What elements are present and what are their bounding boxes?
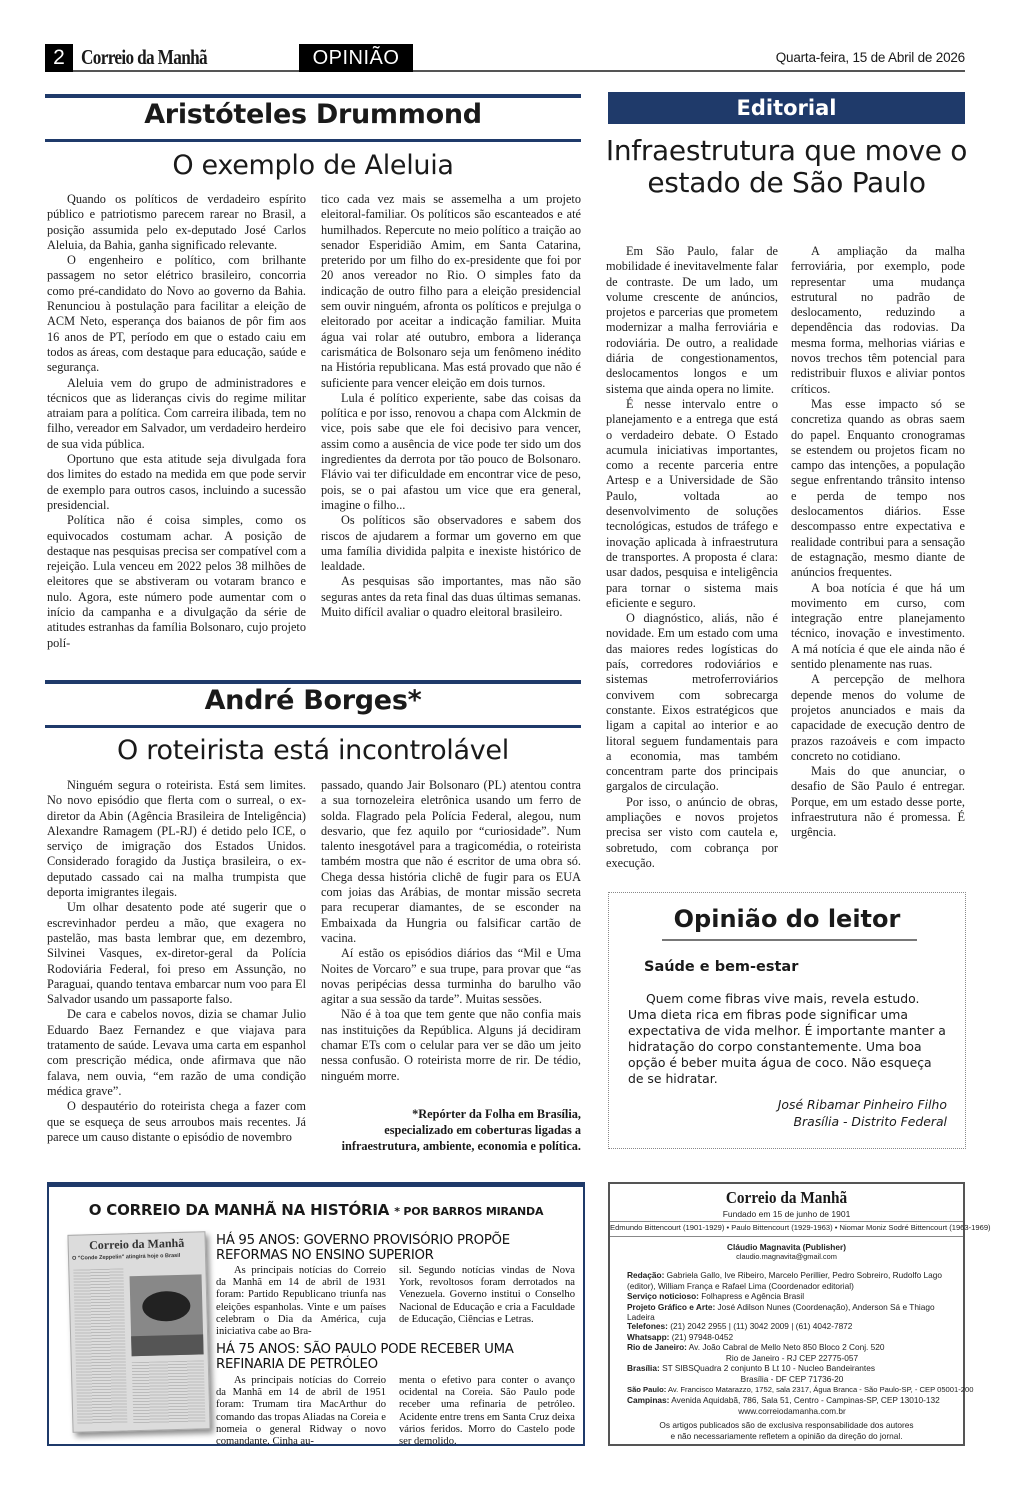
reader-opinion-body: Quem come fibras vive mais, revela estudo. Uma dieta rica em fibras pode significar uma expectativa de vida melhor. É importante manter a hidratação do corpo constantemente. Uma boa opção é beber muita água de coco. Não esqueça de se hidratar.	[628, 991, 946, 1086]
paragraph: Oportuno que esta atitude seja divulgada fora dos limites do estado na medida em que pode servir de exemplo para outros casos, incluindo a sucessão presidencial.	[47, 452, 306, 512]
history-item-text	[216, 1265, 386, 1338]
history-item-text	[399, 1265, 575, 1326]
staff-line: Projeto Gráfico e Arte: José Adilson Nunes (Coordenação), Anderson Sá e Thiago Ladeira	[627, 1301, 935, 1323]
publisher-name: Cláudio Magnavita (Publisher)	[727, 1242, 846, 1252]
paragraph: Não é à toa que tem gente que não confia mais nas instituições da República. Alguns já decidiram chamar ETs com o celular para ver se dão um jeito nessa confusão. O roteirista morre de rir. De tédio, ninguém morre.	[321, 1007, 581, 1083]
paragraph: Política não é coisa simples, como os equivocados costumam achar. A posição de destaque nas pesquisas precisa ser compatível com a rejeição. Lula venceu em 2022 pelos 38 milhões de eleitores que se abstiveram ou votaram branco e nulo. Agora, este número pode aumentar com o início da campanha e a divulgação da série de atitudes estranhas da família Bolsonaro, cujo projeto polí-	[47, 513, 306, 650]
paragraph: Lula é político experiente, sabe das coisas da política e por isso, renovou a chapa com Alckmin de vice, pois sabe que ele foi decisivo para vencer, assim como a ausência de vice pode ter sido um dos ingredientes da derrota por tão pouco de Bolsonaro. Flávio vai ter dificuldade em encontrar vice de peso, pois, se o pai afastou um vice que era general, imagine o filho...	[321, 390, 581, 512]
article-author: Aristóteles Drummond	[144, 99, 482, 130]
paragraph: O engenheiro e político, com brilhante passagem no setor elétrico brasileiro, concorria como pré-candidato do Novo ao governo da Bahia. Renunciou à postulação para facilitar a eleição de ACM Neto, esperança dos baianos de pôr fim aos 16 anos de PT, período em que o estado caiu em todos as áreas, com destaque para educação, saúde e segurança.	[47, 253, 306, 375]
paragraph: Aí estão os episódios diários das “Mil e Uma Noites de Vorcaro” e sua trupe, para provar que “as novas peripécias dessa turminha do barulho vão agitar a sua sessão da tarde”. Muitas sessões.	[321, 946, 581, 1007]
paragraph: Ninguém segura o roteirista. Está sem limites. No novo episódio que flerta com o surreal, o ex-diretor da Abin (Agência Brasileira de Inteligência) Alexandre Ramagem (PL-RJ) é detido pelo ICE, o serviço de imigração dos Estados Unidos. Considerado foragido da Justiça brasileira, o ex-deputado cassado cai na malha trumpista que deporta imigrantes ilegais.	[47, 778, 306, 900]
disclaimer-line: Os artigos publicados são de exclusiva responsabilidade dos autores	[659, 1420, 914, 1430]
reader-opinion-box	[608, 892, 966, 1149]
paragraph: passado, quando Jair Bolsonaro (PL) atentou contra a sua tornozeleira eletrônica usando um ferro de solda. Flagrado pela Polícia Federal, alegou, num desvario, que fez aquilo por “curiosidade”. Num talento inesgotável para a tragicomédia, o roteirista também mostra que não é escritor de uma obra só. Chega dessa história clichê de fugir para os EUA com joias das Arábias, de montar missão secreta para recuperar diamantes, de se esconder na Embaixada da Hungria ou falsificar cartão de vacina.	[321, 778, 581, 945]
contact-line: Whatsapp: (21) 97948-0452	[627, 1331, 734, 1342]
archive-newspaper-image	[62, 1229, 212, 1439]
history-item-text	[399, 1375, 575, 1448]
reader-opinion-title: Opinião do leitor	[673, 905, 901, 933]
history-title-text: O CORREIO DA MANHÃ NA HISTÓRIA	[88, 1201, 390, 1219]
divider-rule	[610, 1221, 963, 1222]
paragraph: É nesse intervalo entre o planejamento e a entrega que está o verdadeiro debate. O Estado acumula iniciativas importantes, como a recente parceria entre Artesp e a Universidade de São Paulo, voltada ao desenvolvimento de soluções tecnológicas, estudos de tráfego e inovação aplicada à infraestrutura de transportes. A proposta é clara: usar dados, pesquisa e inteligência para tornar o sistema mais eficiente e seguro.	[606, 396, 778, 610]
contact-info	[627, 1321, 974, 1416]
contact-line: Telefones: (21) 2042 2955 | (11) 3042 2009 | (61) 4042-7872	[627, 1321, 853, 1331]
history-item-headline: HÁ 75 ANOS: SÃO PAULO PODE RECEBER UMA REFINARIA DE PETRÓLEO	[216, 1342, 514, 1372]
paragraph: A percepção de melhora depende menos do volume de projetos anunciados e mais da capacidade de execução dentro de prazos razoáveis e com impacto concreto no cotidiano.	[791, 672, 965, 763]
paragraph: sil. Segundo notícias vindas de Nova York, revoltosos foram derrotados na Venezuela. Governo institui o Conselho Nacional de Educação e cria a Faculdade de Educação, Ciências e Letras.	[399, 1265, 575, 1325]
divider-rule	[45, 139, 581, 142]
author-footnote	[321, 1106, 581, 1154]
divider-rule	[610, 1236, 963, 1237]
footnote-line: *Repórter da Folha em Brasília,	[412, 1107, 581, 1121]
masthead-credits-box	[608, 1182, 991, 1446]
masthead-logo: Correio da Manhã	[81, 45, 207, 69]
contact-line: Campinas: Avenida Aquidabã, 786, Sala 51, Centro - Campinas-SP, CEP 13010-132	[627, 1395, 940, 1406]
contact-line: Brasília: ST SIBSQuadra 2 conjunto B Lt 10 - Nucleo Bandeirantes	[627, 1363, 875, 1374]
paragraph: Os políticos são observadores e sabem dos riscos de ajudarem a formar um governo em que uma família dividida palpita e inexiste histórico de lealdade.	[321, 513, 581, 574]
page-header	[45, 44, 965, 72]
website-link[interactable]: www.correiodamanha.com.br	[738, 1405, 846, 1416]
reader-name: José Ribamar Pinheiro Filho	[777, 1097, 947, 1112]
paragraph: O diagnóstico, aliás, não é novidade. Em um estado com uma das maiores redes logísticas do país, corredores rodoviários e sistemas metroferroviários convivem com sobrecarga constante. Eixos estratégicos que ligam a capital ao interior e ao litoral seguem fundamentais para a economia, mas também concentram parte dos principais gargalos de circulação.	[606, 611, 778, 794]
founders-line: Edmundo Bittencourt (1901-1929) • Paulo Bittencourt (1929-1963) • Niomar Moniz Sodré Bittencourt (1963-1969)	[610, 1223, 991, 1232]
paragraph: Em São Paulo, falar de mobilidade é inevitavelmente falar de contraste. De um lado, um volume crescente de anúncios, projetos e parcerias que prometem modernizar a malha ferroviária e rodoviária. De outro, a realidade diária de congestionamentos, deslocamentos longos e um sistema que ainda opera no limite.	[606, 244, 778, 396]
article-author: André Borges*	[204, 685, 422, 716]
publisher-email: claudio.magnavita@gmail.com	[736, 1252, 837, 1261]
zeppelin-photo	[130, 1274, 204, 1356]
article-headline: O exemplo de Aleluia	[172, 150, 454, 181]
paragraph: As principais notícias do Correio da Manhã em 14 de abril de 1931 foram: Partido Republicano triunfa nas eleições espanholas. Vinte e um países celebram o Dia da América, cuja iniciativa cabe ao Bra-	[216, 1265, 386, 1338]
reader-location: Brasília - Distrito Federal	[793, 1114, 947, 1129]
paragraph: Um olhar desatento pode até sugerir que o escrevinhador perdeu a mão, que exagera no pastelão, mas basta lembrar que, em dezembro, Silvinei Vasques, ex-diretor-geral da Polícia Rodoviária Federal, foi preso em Assunção, no Paraguai, quando tentava embarcar num voo para El Salvador usando um passaporte falso.	[47, 900, 306, 1007]
history-item-text	[216, 1375, 386, 1448]
contact-line: São Paulo: Av. Francisco Matarazzo, 1752, sala 2317, Água Branca - São Paulo-SP, - CEP 05001-200	[627, 1384, 974, 1394]
paragraph: As principais notícias do Correio da Manhã em 14 de abril de 1951 foram: Trumam tira MacArthur do comando das tropas Aliadas na Coreia e nomeia o general Ridway o novo comandante. Cinha au-	[216, 1375, 386, 1448]
dateline: Quarta-feira, 15 de Abril de 2026	[775, 50, 965, 65]
article-column	[321, 778, 581, 1084]
paragraph: O despautério do roteirista chega a fazer com que se esqueça de seus arroubos mais recentes. Já parece um causo distante o episódio de novembro	[47, 1099, 306, 1144]
paragraph: Aleluia vem do grupo de administradores e técnicos que as lideranças civis do regime militar atraiam para a política. Com carreira ilibada, tem no filho, vereador em Salvador, um verdadeiro herdeiro de sua vida pública.	[47, 375, 306, 451]
editorial-column	[606, 244, 778, 871]
article-column	[47, 192, 306, 651]
history-item-headline: HÁ 95 ANOS: GOVERNO PROVISÓRIO PROPÕE REFORMAS NO ENSINO SUPERIOR	[216, 1233, 510, 1263]
staff-credits	[627, 1270, 947, 1323]
section-label: OPINIÃO	[299, 44, 413, 72]
masthead-logo: Correio da Manhã	[725, 1188, 848, 1207]
article-headline: O roteirista está incontrolável	[117, 735, 509, 766]
title-underline	[662, 939, 917, 941]
contact-line: Brasília - DF CEP 71736-20	[740, 1373, 844, 1384]
footnote-line: infraestrutura, ambiente, economia e política.	[341, 1139, 581, 1153]
history-byline: * POR BARROS MIRANDA	[394, 1205, 544, 1218]
paragraph: Por isso, o anúncio de obras, ampliações e novos projetos precisa ser visto com cautela e, sobretudo, com cobrança por execução.	[606, 794, 778, 870]
staff-line: Redação: Gabriela Gallo, Ive Ribeiro, Marcelo Perillier, Pedro Sobreiro, Rudolfo Lago (editor), William França e Rafael Lima (Coordenador editorial)	[627, 1270, 942, 1291]
paragraph: menta o efetivo para conter o avanço ocidental na Coreia. São Paulo pode receber uma refinaria de petróleo. Acidente entre trens em Santa Cruz deixa vários feridos. Morro do Castelo pode ser demolido.	[399, 1375, 575, 1448]
staff-line: Serviço noticioso: Folhapress e Agência Brasil	[627, 1291, 805, 1302]
editorial-column	[791, 244, 965, 841]
divider-rule	[45, 94, 581, 98]
founded-date: Fundado em 15 de junho de 1901	[722, 1209, 851, 1219]
history-box	[47, 1182, 585, 1446]
archive-masthead: Correio da Manhã	[88, 1235, 185, 1253]
paragraph: A boa notícia é que há um movimento em curso, com integração entre planejamento técnico, inovação e investimento. A má notícia é que ele ainda não é sentido plenamente nas ruas.	[791, 580, 965, 672]
reader-opinion-subtitle: Saúde e bem-estar	[644, 959, 799, 975]
reader-signature	[778, 1096, 947, 1130]
paragraph: De cara e cabelos novos, dizia se chamar Julio Eduardo Baez Fernandez e que viajava para tratamento de saúde. Levava uma carta em espanhol com prescrição médica, onde afirmava que não falava, nem ouvia, “em razão de uma condição médica grave”.	[47, 1007, 306, 1098]
history-title	[49, 1201, 583, 1219]
contact-line: Rio de Janeiro: Av. João Cabral de Mello Neto 850 Bloco 2 Conj. 520	[627, 1342, 885, 1353]
contact-line: Rio de Janeiro - RJ CEP 22775-057	[725, 1352, 859, 1363]
paragraph: As pesquisas são importantes, mas não são seguras antes da reta final das duas últimas semanas. Muito difícil avaliar o quadro eleitoral brasileiro.	[321, 574, 581, 620]
divider-rule	[45, 725, 581, 728]
paragraph: Mais do que anunciar, o desafio de São Paulo é entregar. Porque, em um estado desse porte, infraestrutura não é promessa. É urgência.	[791, 764, 965, 840]
divider-rule	[45, 680, 581, 684]
archive-headline: O "Conde Zeppelin" atingirá hoje o Brasil	[71, 1252, 181, 1262]
article-column	[47, 778, 306, 1145]
article-column	[321, 192, 581, 620]
disclaimer-line: e não necessariamente refletem a opinião da direção do jornal.	[670, 1430, 903, 1441]
page-number: 2	[45, 44, 73, 72]
paragraph: Quando os políticos de verdadeiro espírito público e patriotismo parecem rarear no Brasil, a posição assumida pelo ex-deputado José Carlos Aleluia, da Bahia, ganha significado relevante.	[47, 192, 306, 252]
editorial-headline: Infraestrutura que move o estado de São Paulo	[605, 134, 968, 199]
editorial-tag: Editorial	[608, 92, 965, 124]
paragraph: Mas esse impacto só se concretiza quando as obras saem do papel. Enquanto cronogramas se estendem ou projetos ficam no campo das intenções, a população segue enfrentando trânsito intenso e perda de tempo nos deslocamentos diários. Esse descompasso entre expectativa e realidade contribui para a sensação de estagnação, mesmo diante de anúncios frequentes.	[791, 396, 965, 580]
paragraph: tico cada vez mais se assemelha a um projeto eleitoral-familiar. Os políticos são escanteados e até humilhados. Repercute no meio político a traição ao senador Esperidião Amim, em Santa Catarina, preterido por um filho do ex-presidente que foi por 20 anos vereador no Rio. O simples fato da indicação de outro filho para a eleição presidencial sem ouvir ninguém, afronta os políticos e prejulga o eleitorado por aceitar a indicação familiar. Muita água vai rolar até outubro, embora a liderança carismática de Bolsonaro seja um fenômeno inédito na História republicana. Mas está provado que não é suficiente para vencer eleição em dois turnos.	[321, 192, 581, 390]
footnote-line: especializado em coberturas ligadas a	[384, 1123, 581, 1137]
disclaimer	[610, 1420, 963, 1441]
paragraph: A ampliação da malha ferroviária, por exemplo, pode representar uma mudança estrutural no padrão de deslocamento, reduzindo a dependência das rodovias. Da mesma forma, melhorias viárias e novos trechos têm potencial para redistribuir fluxos e aliviar pontos críticos.	[791, 244, 965, 396]
